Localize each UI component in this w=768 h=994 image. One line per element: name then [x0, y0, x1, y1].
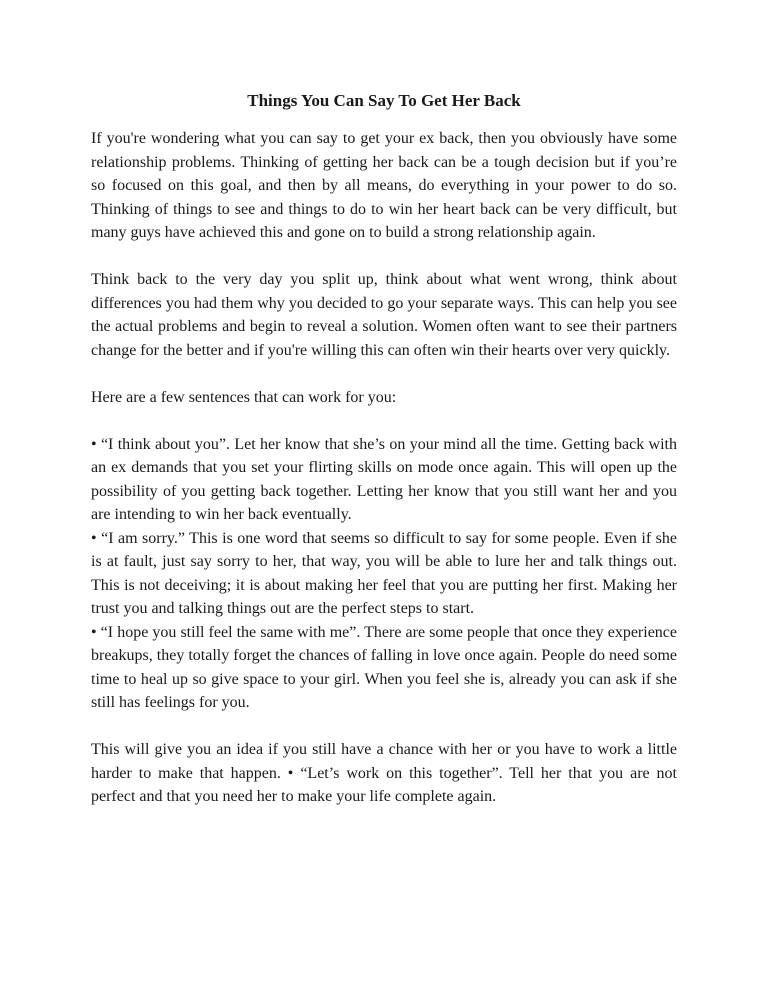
- paragraph-gap: [91, 362, 677, 386]
- paragraph-gap: [91, 409, 677, 433]
- paragraph-sentences-intro: Here are a few sentences that can work for you:: [91, 388, 397, 406]
- paragraph-intro: If you're wondering what you can say to get your ex back, then you obviously have some relationship problems. Thinking of getting her back can be a tough decision but if you’re so focused on this goal, and then by all means, do everything in your power to do so. Thinking of things to see and things to do to win her heart back can be very difficult, but many guys have achieved this and gone on to build a strong relationship again.: [91, 130, 677, 241]
- paragraph-gap: [91, 715, 677, 739]
- paragraph-closing: This will give you an idea if you still have a chance with her or you have to work a little harder to make that happen. • “Let’s work on this together”. Tell her that you are not perfect and that you need her to make your life complete again.: [91, 741, 677, 805]
- paragraph-think-back: Think back to the very day you split up, think about what went wrong, think about differences you had them why you decided to go your separate ways. This can help you see the actual problems and begin to reveal a solution. Women often want to see their partners change for the better and if you're willing this can often win their hearts over very quickly.: [91, 271, 677, 359]
- paragraph-gap: [91, 245, 677, 269]
- bullet-hope-same: • “I hope you still feel the same with me”. There are some people that once they experience breakups, they totally forget the chances of falling in love once again. People do need some time to heal up so give space to your girl. When you feel she is, already you can ask if she still has feelings for you.: [91, 623, 677, 711]
- bullet-i-am-sorry: • “I am sorry.” This is one word that seems so difficult to say for some people. Even if she is at fault, just say sorry to her, that way, you will be able to lure her and talk things out. This is not deceiving; it is about making her feel that you are putting her first. Making her trust you and talking things out are the perfect steps to start.: [91, 529, 677, 617]
- document-body: [91, 88, 677, 809]
- document-title: Things You Can Say To Get Her Back: [247, 91, 521, 110]
- bullet-think-about-you: • “I think about you”. Let her know that she’s on your mind all the time. Getting back with an ex demands that you set your flirting skills on mode once again. This will open up the possibility of you getting back together. Letting her know that you still want her and you are intending to win her back eventually.: [91, 435, 677, 523]
